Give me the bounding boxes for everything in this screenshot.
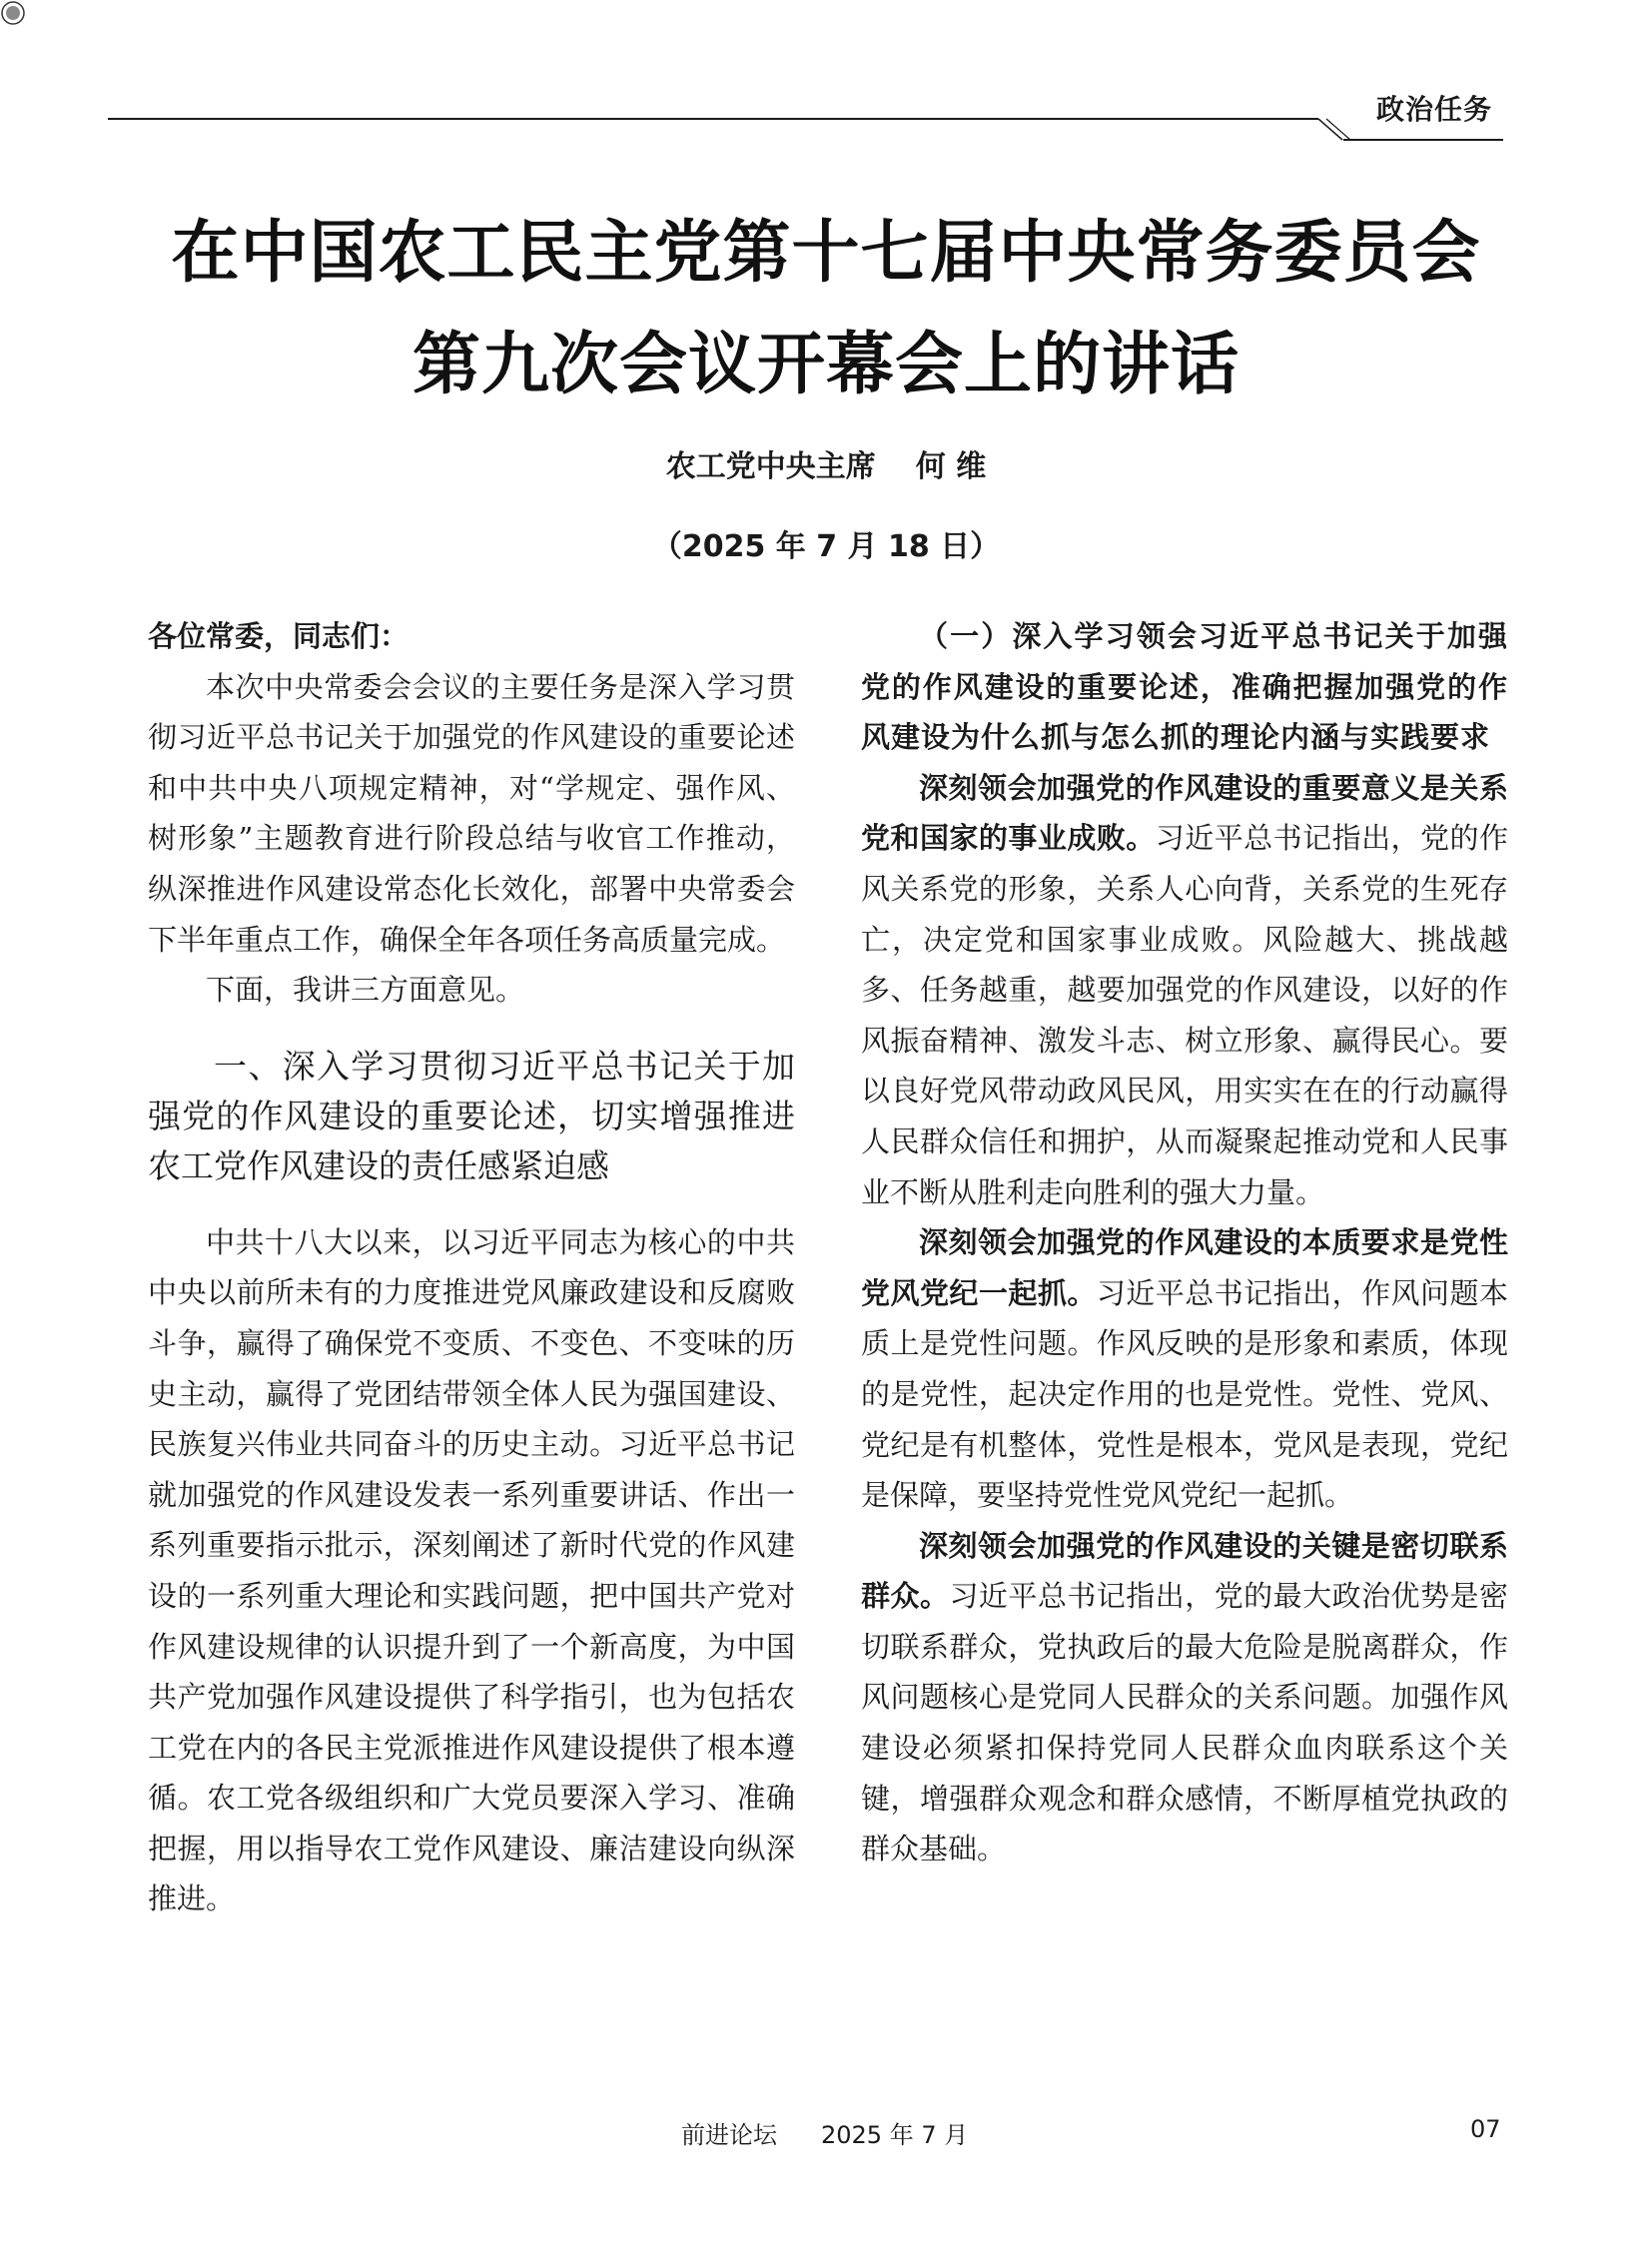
paragraph bbox=[861, 1521, 1508, 1874]
section-label: 政治任务 bbox=[1376, 93, 1493, 126]
paragraph bbox=[861, 1217, 1508, 1521]
byline bbox=[0, 441, 1652, 485]
sub-heading: （一）深入学习领会习近平总书记关于加强党的作风建设的重要论述，准确把握加强党的作风建设为什么抓与怎么抓的理论内涵与实践要求 bbox=[861, 619, 1508, 755]
paragraph: 中共十八大以来，以习近平同志为核心的中共中央以前所未有的力度推进党风廉政建设和反腐败斗争，赢得了确保党不变质、不变色、不变味的历史主动，赢得了党团结带领全体人民为强国建设、民族复兴伟业共同奋斗的历史主动。习近平总书记就加强党的作风建设发表一系列重要讲话、作出一系列重要指示批示，深刻阐述了新时代党的作风建设的一系列重大理论和实践问题，把中国共产党对作风建设规律的认识提升到了一个新高度，为中国共产党加强作风建设提供了科学指引，也为包括农工党在内的各民主党派推进作风建设提供了根本遵循。农工党各级组织和广大党员要深入学习、准确把握，用以指导农工党作风建设、廉洁建设向纵深推进。 bbox=[148, 1224, 795, 1916]
author-role: 农工党中央主席 bbox=[665, 449, 876, 484]
salutation: 各位常委，同志们： bbox=[148, 619, 410, 653]
section-heading: 一、深入学习贯彻习近平总书记关于加强党的作风建设的重要论述，切实增强推进农工党作风建设的责任感紧迫感 bbox=[148, 1046, 795, 1185]
article-title bbox=[60, 198, 1592, 421]
paragraph: 下面，我讲三方面意见。 bbox=[206, 973, 525, 1008]
left-column bbox=[148, 611, 795, 1924]
paragraph bbox=[861, 763, 1508, 1217]
title-line-2: 第九次会议开幕会上的讲话 bbox=[412, 326, 1239, 404]
paragraph-lead: 深刻领会加强党的作风建设的重要意义是关系党和国家的事业成败。 bbox=[861, 770, 1508, 856]
paragraph: 本次中央常委会会议的主要任务是深入学习贯彻习近平总书记关于加强党的作风建设的重要论述和中共中央八项规定精神，对“学规定、强作风、树形象”主题教育进行阶段总结与收官工作推动，纵深推进作风建设常态化长效化，部署中央常委会下半年重点工作，确保全年各项任务高质量完成。 bbox=[148, 669, 795, 957]
author-name: 何 维 bbox=[915, 449, 987, 484]
paragraph-lead: 深刻领会加强党的作风建设的关键是密切联系群众。 bbox=[861, 1528, 1508, 1614]
speech-date: （2025 年 7 月 18 日） bbox=[651, 529, 1001, 564]
page-number: 07 bbox=[1470, 2115, 1501, 2143]
paragraph-body: 习近平总书记指出，党的最大政治优势是密切联系群众，党执政后的最大危险是脱离群众，作风问题核心是党同人民群众的关系问题。加强作风建设必须紧扣保持党同人民群众血肉联系这个关键，增强群众观念和群众感情，不断厚植党执政的群众基础。 bbox=[861, 1579, 1508, 1867]
paragraph-body: 习近平总书记指出，党的作风关系党的形象，关系人心向背，关系党的生死存亡，决定党和国家事业成败。风险越大、挑战越多、任务越重，越要加强党的作风建设，以好的作风振奋精神、激发斗志、树立形象、赢得民心。要以良好党风带动政风民风，用实实在在的行动赢得人民群众信任和拥护，从而凝聚起推动党和人民事业不断从胜利走向胜利的强大力量。 bbox=[861, 821, 1508, 1209]
right-column bbox=[861, 611, 1508, 1874]
paragraph-lead: 深刻领会加强党的作风建设的本质要求是党性党风党纪一起抓。 bbox=[861, 1225, 1508, 1310]
title-line-1: 在中国农工民主党第十七届中央常务委员会 bbox=[171, 214, 1481, 293]
page-header bbox=[0, 0, 1652, 150]
paragraph-body: 习近平总书记指出，作风问题本质上是党性问题。作风反映的是形象和素质，体现的是党性，起决定作用的也是党性。党性、党风、党纪是有机整体，党性是根本，党风是表现，党纪是保障，要坚持党性党风党纪一起抓。 bbox=[861, 1275, 1508, 1513]
target-circle-icon bbox=[0, 0, 26, 26]
page-footer bbox=[0, 2115, 1652, 2155]
journal-name: 前进论坛 bbox=[681, 2121, 777, 2149]
issue-date: 2025 年 7 月 bbox=[821, 2121, 969, 2149]
